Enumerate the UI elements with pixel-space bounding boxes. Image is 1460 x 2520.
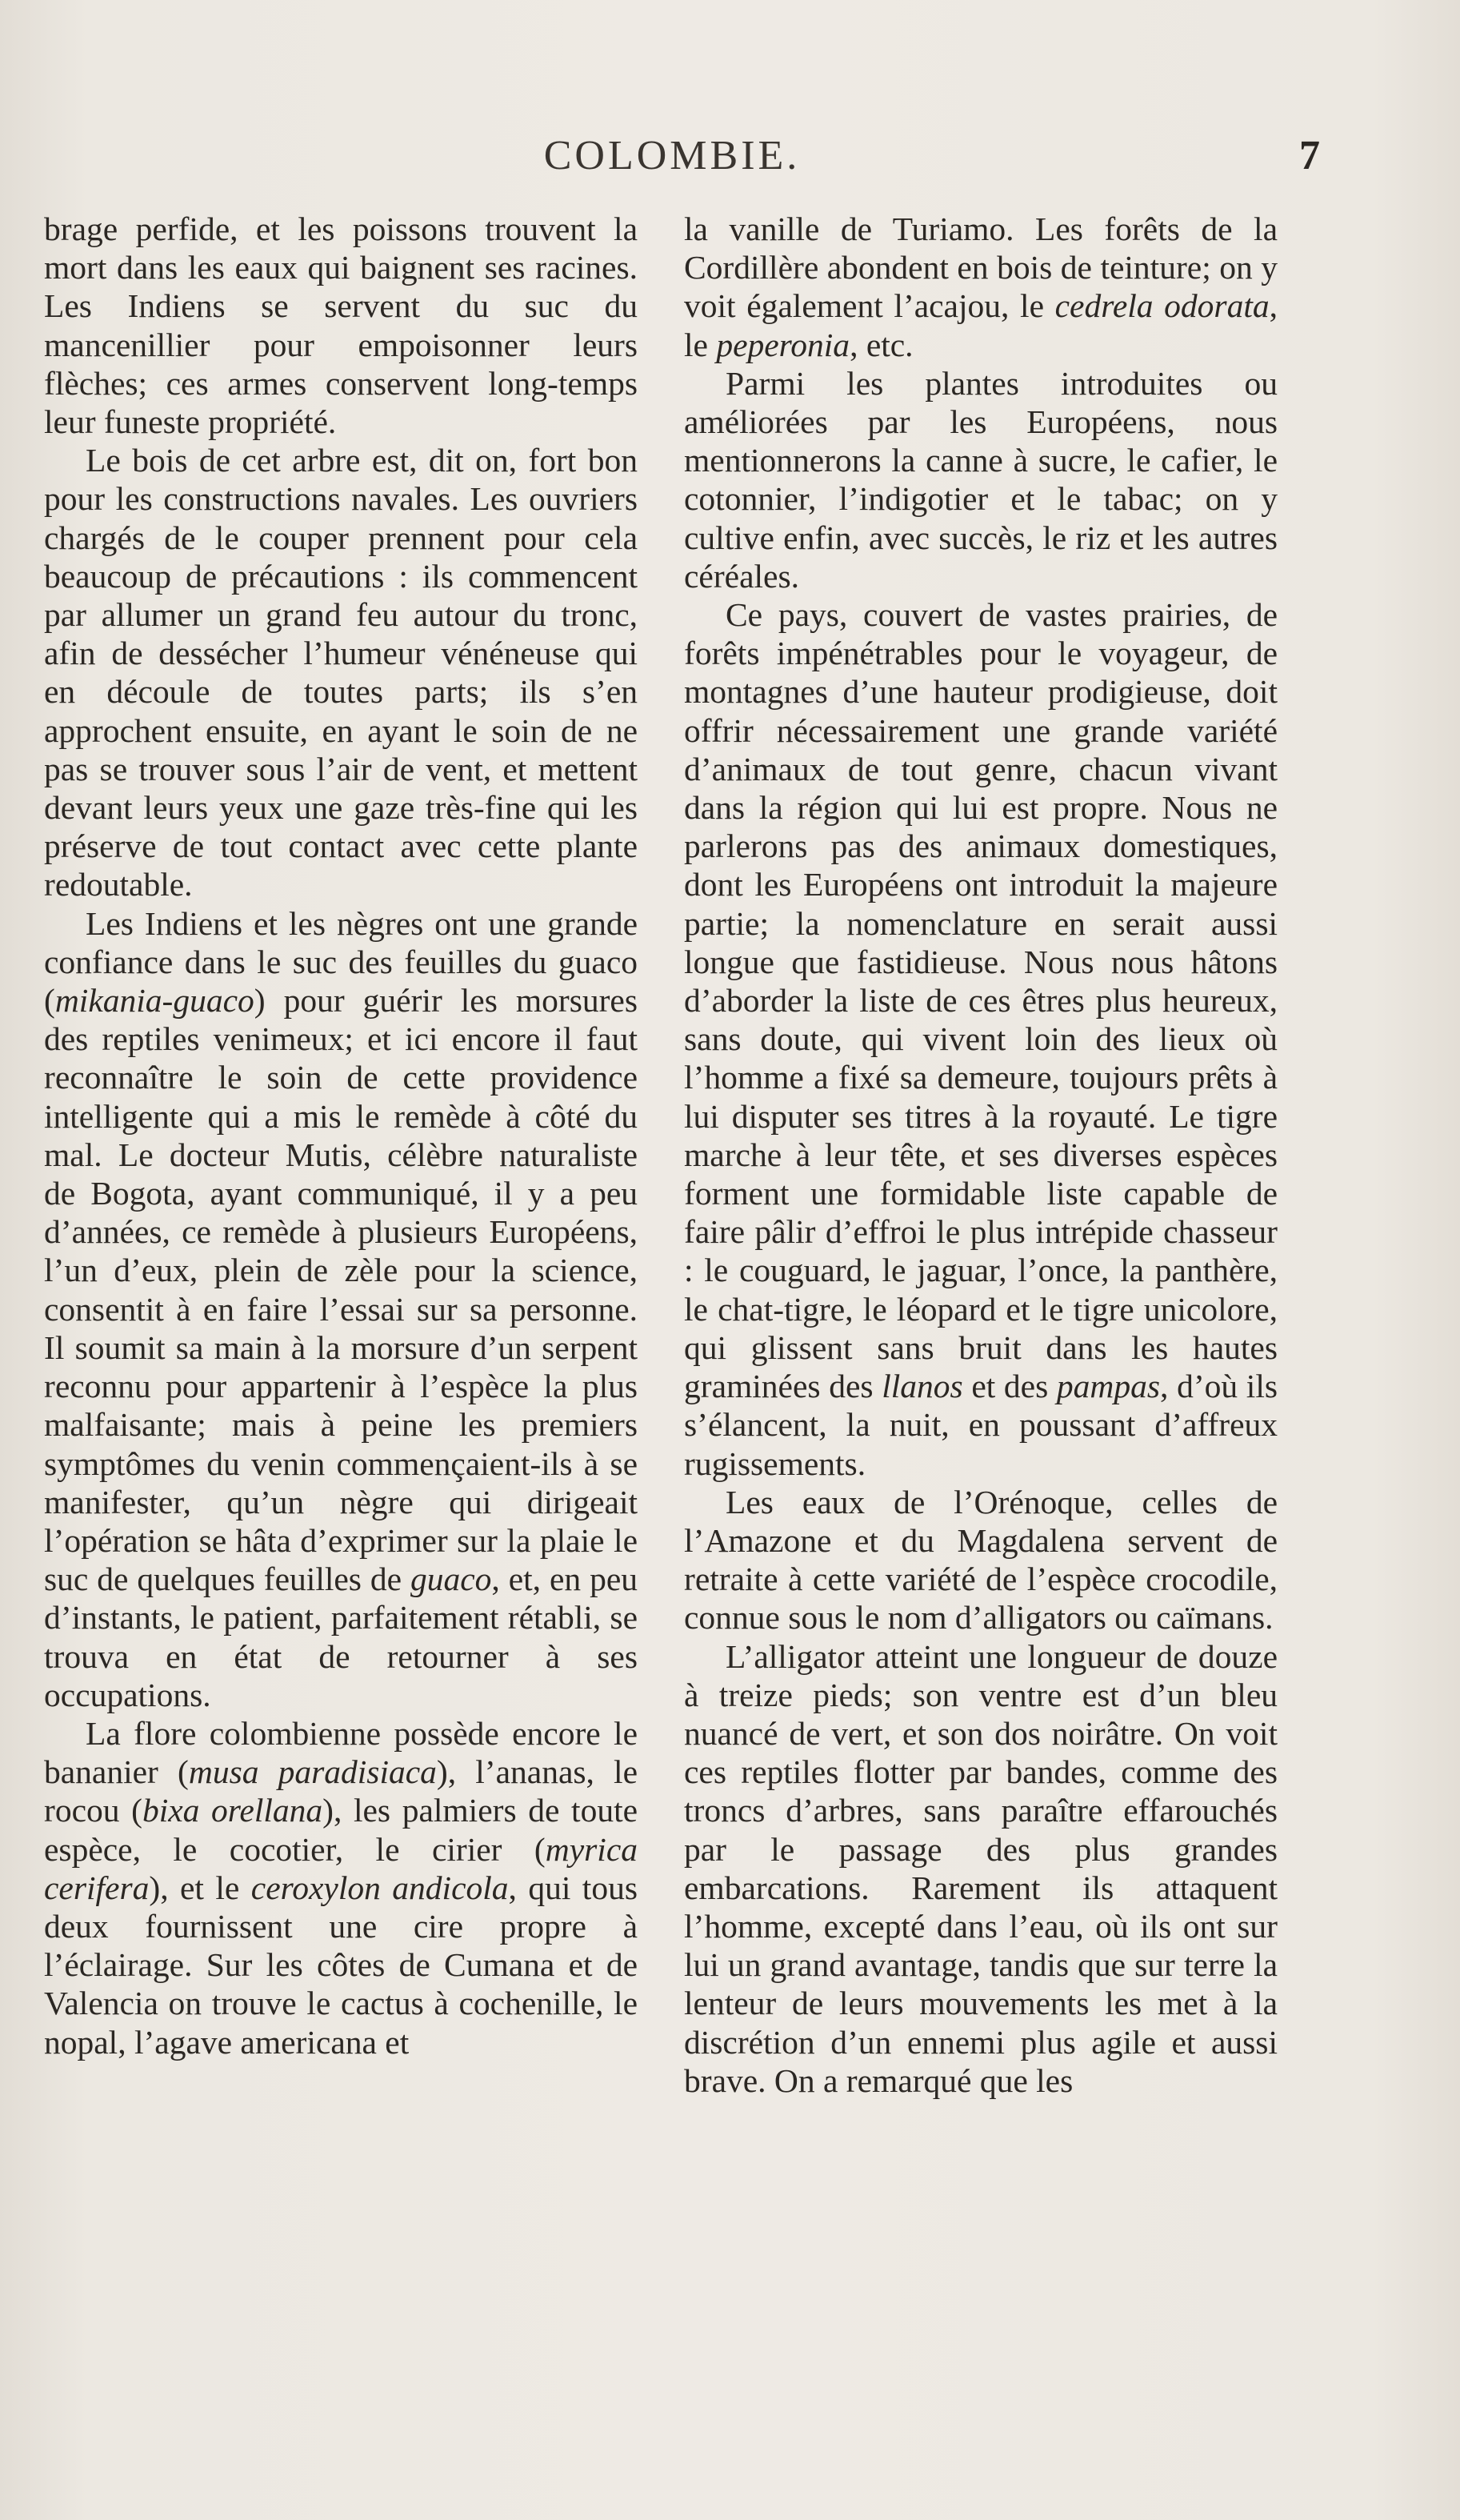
species-name: cedrela odorata: [1054, 287, 1270, 325]
paragraph: Les eaux de l’Orénoque, celles de l’Amazone et du Magdalena servent de retraite à cette variété de l’espèce crocodile, connue sous le nom d’alligators ou caïmans.: [684, 1483, 1278, 1637]
species-name: peperonia: [716, 326, 850, 363]
page-number: 7: [1299, 133, 1320, 178]
left-column: [44, 210, 638, 2061]
species-name: bixa orellana: [142, 1792, 323, 1829]
paragraph: Les Indiens et les nègres ont une grande confiance dans le suc des feuilles du guaco (mikania-guaco) pour guérir les morsures des reptiles venimeux; et ici encore il faut reconnaître le soin de cette providence intelligente qui a mis le remède à côté du mal. Le docteur Mutis, célèbre naturaliste de Bogota, ayant communiqué, il y a peu d’années, ce remède à plusieurs Européens, l’un d’eux, plein de zèle pour la science, consentit à en faire l’essai sur sa personne. Il soumit sa main à la morsure d’un serpent reconnu pour appartenir à l’espèce la plus malfaisante; mais à peine les premiers symptômes du venin commençaient-ils à se manifester, qu’un nègre qui dirigeait l’opération se hâta d’exprimer sur la plaie le suc de quelques feuilles de guaco, et, en peu d’instants, le patient, parfaitement rétabli, se trouva en état de retourner à ses occupations.: [44, 904, 638, 1713]
paragraph: Ce pays, couvert de vastes prairies, de forêts impénétrables pour le voyageur, de montagnes d’une hauteur prodigieuse, doit offrir nécessairement une grande variété d’animaux de tout genre, chacun vivant dans la région qui lui est propre. Nous ne parlerons pas des animaux domestiques, dont les Européens ont introduit la majeure partie; la nomenclature en serait aussi longue que fastidieuse. Nous nous hâtons d’aborder la liste de ces êtres plus heureux, sans doute, qui vivent loin des lieux où l’homme a fixé sa demeure, toujours prêts à lui disputer ses titres à la royauté. Le tigre marche à leur tête, et ses diverses espèces forment une formidable liste capable de faire pâlir d’effroi le plus intrépide chasseur : le couguard, le jaguar, l’once, la panthère, le chat-tigre, le léopard et le tigre unicolore, qui glissent sans bruit dans les hautes graminées des llanos et des pampas, d’où ils s’élancent, la nuit, en poussant d’affreux rugissements.: [684, 596, 1278, 1482]
species-name: musa paradisiaca: [188, 1753, 437, 1791]
running-title: COLOMBIE.: [543, 133, 801, 178]
paragraph: la vanille de Turiamo. Les forêts de la Cordillère abondent en bois de teinture; on y voit également l’acajou, le cedrela odorata, le peperonia, etc.: [684, 210, 1278, 363]
paragraph: brage perfide, et les poissons trouvent la mort dans les eaux qui baignent ses racines. Les Indiens se servent du suc du mancenillier pour empoisonner leurs flèches; ces armes conservent long-temps leur funeste propriété.: [44, 210, 638, 441]
species-name: myrica cerifera: [44, 1830, 638, 1906]
paragraph: La flore colombienne possède encore le bananier (musa paradisiaca), l’ananas, le rocou (bixa orellana), les palmiers de toute espèce, le cocotier, le cirier (myrica cerifera), et le ceroxylon andicola, qui tous deux fournissent une cire propre à l’éclairage. Sur les côtes de Cumana et de Valencia on trouve le cactus à cochenille, le nopal, l’agave americana et: [44, 1714, 638, 2061]
paragraph: Le bois de cet arbre est, dit on, fort bon pour les constructions navales. Les ouvriers chargés de le couper prennent pour cela beaucoup de précautions : ils commencent par allumer un grand feu autour du tronc, afin de dessécher l’humeur vénéneuse qui en découle de toutes parts; ils s’en approchent ensuite, en ayant le soin de ne pas se trouver sous l’air de vent, et mettent devant leurs yeux une gaze très-fine qui les préserve de tout contact avec cette plante redoutable.: [44, 442, 638, 903]
species-name: guaco: [410, 1560, 492, 1598]
place-name: llanos: [882, 1368, 963, 1405]
paragraph: Parmi les plantes introduites ou améliorées par les Européens, nous mentionnerons la canne à sucre, le cafier, le cotonnier, l’indigotier et le tabac; on y cultive enfin, avec succès, le riz et les autres céréales.: [684, 364, 1278, 595]
right-column: [684, 210, 1278, 2100]
species-name: mikania-guaco: [54, 982, 254, 1020]
species-name: ceroxylon andicola: [250, 1869, 509, 1906]
page-header: [48, 132, 1320, 196]
paragraph: L’alligator atteint une longueur de douze à treize pieds; son ventre est d’un bleu nuancé de vert, et son dos noirâtre. On voit ces reptiles flotter par bandes, comme des troncs d’arbres, sans paraître effarouchés par le passage des plus grandes embarcations. Rarement ils attaquent l’homme, excepté dans l’eau, où ils ont sur lui un grand avantage, tandis que sur terre la lenteur de leurs mouvements les met à la discrétion d’un ennemi plus agile et aussi brave. On a remarqué que les: [684, 1637, 1278, 2099]
place-name: pampas: [1056, 1368, 1161, 1405]
